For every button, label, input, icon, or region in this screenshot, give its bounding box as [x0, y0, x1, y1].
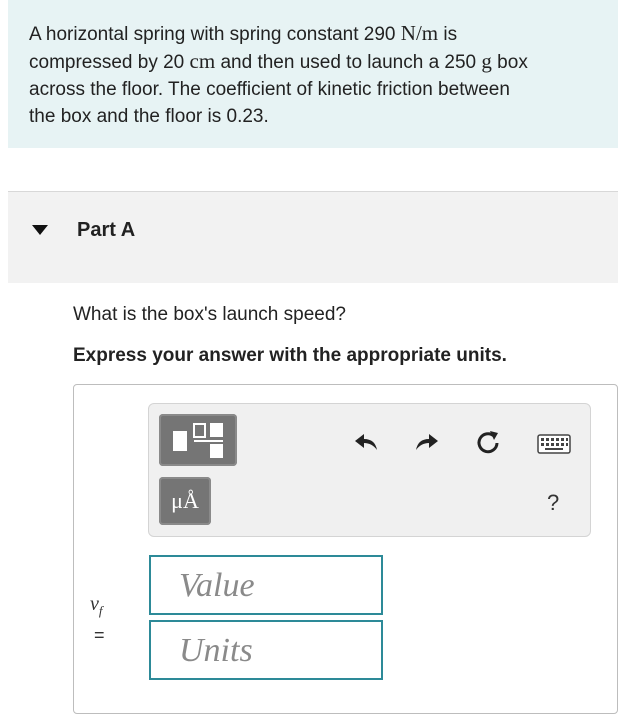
answer-variable-label: $v_f$ [90, 593, 103, 618]
units-input[interactable] [149, 620, 383, 680]
help-icon[interactable]: ? [547, 490, 560, 515]
equals-sign: = [94, 625, 105, 645]
problem-line-1: A horizontal spring with spring constant 290 N/m is [29, 21, 458, 45]
collapse-caret-icon[interactable] [32, 225, 48, 235]
value-placeholder: Value [179, 567, 255, 604]
unit-newton-per-meter: N/m [400, 21, 439, 45]
units-placeholder: Units [179, 632, 253, 669]
units-icon: μÅ [171, 488, 199, 513]
value-input[interactable] [149, 555, 383, 615]
units-button[interactable] [159, 477, 211, 525]
templates-button[interactable] [159, 414, 237, 466]
undo-icon[interactable] [352, 428, 382, 458]
templates-icon [159, 414, 237, 466]
question-text: What is the box's launch speed? [73, 304, 346, 325]
problem-line-4: the box and the floor is 0.23. [29, 106, 269, 127]
problem-line-2: compressed by 20 cm and then used to launch a 250 g box [29, 49, 528, 73]
unit-cm: cm [189, 49, 216, 73]
keyboard-icon[interactable] [537, 434, 571, 454]
part-title: Part A [77, 219, 136, 241]
redo-icon[interactable] [411, 428, 441, 458]
part-a-header[interactable] [8, 191, 618, 283]
reset-icon[interactable] [473, 428, 503, 458]
math-toolbar [148, 403, 591, 537]
problem-line-3: across the floor. The coefficient of kinetic friction between [29, 79, 510, 100]
instruction-text: Express your answer with the appropriate units. [73, 345, 507, 366]
unit-g: g [481, 49, 492, 73]
problem-statement [8, 0, 618, 148]
answer-box [73, 384, 618, 714]
